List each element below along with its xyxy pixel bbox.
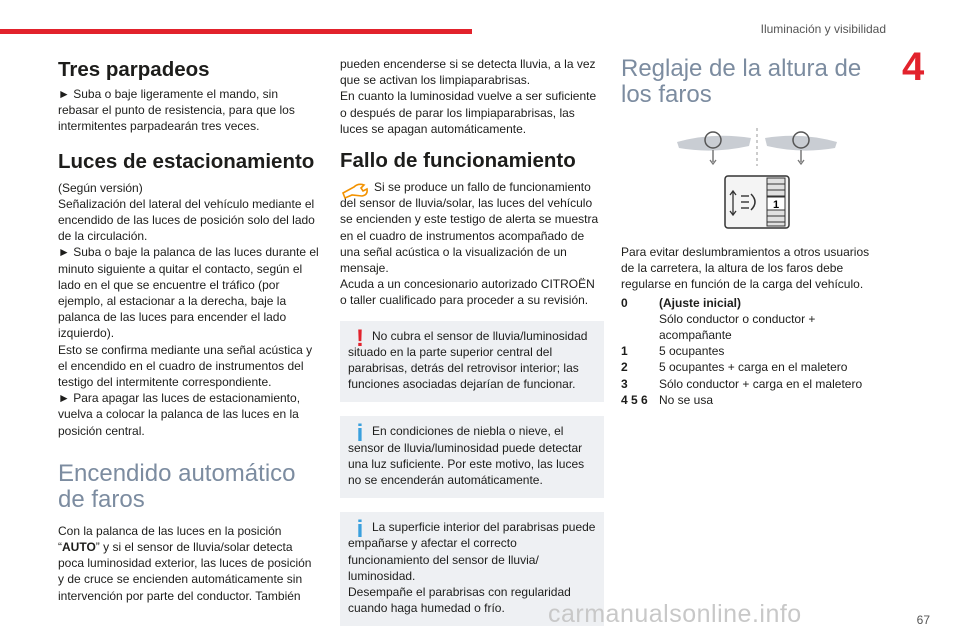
exclamation-icon: ! xyxy=(356,324,364,352)
paragraph: (Según versión) xyxy=(58,180,143,195)
column-2 xyxy=(340,56,604,626)
column-3 xyxy=(621,56,883,408)
watermark: carmanualsonline.info xyxy=(548,600,802,628)
steering-wheel-icon xyxy=(677,132,751,164)
list-description: No se usa xyxy=(659,392,714,407)
list-number: 4 5 6 xyxy=(621,392,648,407)
paragraph: Esto se confirma mediante una señal acústica y el encendido en el cuadro de instrumentos del testigo del intermitente correspondiente. xyxy=(58,342,313,390)
heading-reglaje-altura: Reglaje de la altura de los faros xyxy=(621,55,862,108)
paragraph: ► Suba o baje ligeramente el mando, sin rebasar el punto de resistencia, para que los intermitentes parpadearán tres veces. xyxy=(58,86,320,135)
list-item xyxy=(621,392,883,408)
headlamp-adjust-icon xyxy=(725,176,789,228)
paragraph: ► Para apagar las luces de estacionamiento, vuelva a colocar la palanca de las luces en la posición central. xyxy=(58,390,320,439)
heading-fallo-funcionamiento: Fallo de funcionamiento xyxy=(340,149,576,173)
paragraph: Señalización del lateral del vehículo mediante el encendido de las luces de posición solo del lado de la circulación. xyxy=(58,196,315,244)
list-item xyxy=(621,359,883,375)
dial-value: 1 xyxy=(772,199,780,211)
page-number: 67 xyxy=(916,613,930,627)
info-text: En condiciones de niebla o nieve, el sensor de lluvia/luminosidad puede detectar una luz suficiente. Por este motivo, las luces no se encenderán automáticamente. xyxy=(348,424,585,488)
warning-box xyxy=(340,321,604,403)
list-item xyxy=(621,343,883,359)
list-number: 2 xyxy=(621,360,628,375)
heading-tres-parpadeos: Tres parpadeos xyxy=(58,58,210,81)
paragraph: Para evitar deslumbramientos a otros usuarios de la carretera, la altura de los faros debe regularse en función de la carga del vehículo. xyxy=(621,245,870,292)
text-span: Con la palanca de las luces en la posición “ xyxy=(58,523,282,555)
text-span: ” y si el sensor de lluvia/solar detecta poca luminosidad exterior, las luces de posición y de cruce se encienden automáticamente sin intervención por parte del conductor. También xyxy=(58,540,312,603)
auto-label: AUTO xyxy=(62,540,96,555)
list-text xyxy=(659,295,883,344)
list-number: 1 xyxy=(621,344,628,359)
info-text: La superficie interior del parabrisas puede empañarse y afectar el correcto funcionamiento del sensor de lluvia/ luminosidad. xyxy=(348,520,596,583)
wrench-warning-icon xyxy=(340,179,372,201)
chapter-number: 4 xyxy=(902,45,925,89)
list-item xyxy=(621,376,883,392)
info-icon: i xyxy=(356,420,364,448)
paragraph xyxy=(58,523,320,604)
list-description: 5 ocupantes + carga en el maletero xyxy=(659,360,848,375)
info-box xyxy=(340,416,604,498)
info-icon: i xyxy=(356,516,364,544)
heading-luces-estacionamiento: Luces de estacionamiento xyxy=(58,149,315,173)
paragraph: En cuanto la luminosidad vuelve a ser suficiente o después de parar los limpiaparabrisas, las luces se apagan automáticamente. xyxy=(340,89,597,136)
list-description: 5 ocupantes xyxy=(659,344,725,359)
headlamp-adjust-illustration xyxy=(673,124,843,232)
column-1 xyxy=(58,56,320,604)
heading-encendido-automatico: Encendido automático de faros xyxy=(58,459,296,513)
paragraph: Acuda a un concesionario autorizado CITROËN o taller cualificado para proceder a su revisión. xyxy=(340,277,595,308)
list-label: (Ajuste inicial) xyxy=(659,295,742,310)
list-item xyxy=(621,295,883,344)
paragraph: ► Suba o baje la palanca de las luces durante el minuto siguiente a quitar el contacto, según el lado en el que se encuentre el tráfico (por ejemplo, al estacionar a la derecha, baje la palanca de las luces para encender el lado izquierdo). xyxy=(58,244,320,341)
paragraph: pueden encenderse si se detecta lluvia, a la vez que se activan los limpiaparabrisas. xyxy=(340,57,596,88)
list-description: Sólo conductor + carga en el maletero xyxy=(659,376,863,391)
info-text: Desempañe el parabrisas con regularidad cuando haga humedad o frío. xyxy=(348,585,571,616)
warning-text: No cubra el sensor de lluvia/luminosidad situado en la parte superior central del parabrisas, detrás del retrovisor interior; las funciones asociadas dejarían de funcionar. xyxy=(348,328,588,392)
paragraph: Si se produce un fallo de funcionamiento del sensor de lluvia/solar, las luces del vehículo se encienden y este testigo de alerta se muestra en el cuadro de instrumentos acompañado de una señal acústica o la visualización de un mensaje. xyxy=(340,180,599,276)
list-number: 3 xyxy=(621,376,628,391)
section-title: Iluminación y visibilidad xyxy=(760,22,886,36)
fault-block xyxy=(340,179,604,276)
header-accent-bar xyxy=(0,29,472,34)
steering-wheel-icon xyxy=(765,132,837,164)
adjustment-list xyxy=(621,295,883,408)
list-number: 0 xyxy=(621,295,628,310)
list-description: Sólo conductor o conductor + acompañante xyxy=(659,311,816,343)
